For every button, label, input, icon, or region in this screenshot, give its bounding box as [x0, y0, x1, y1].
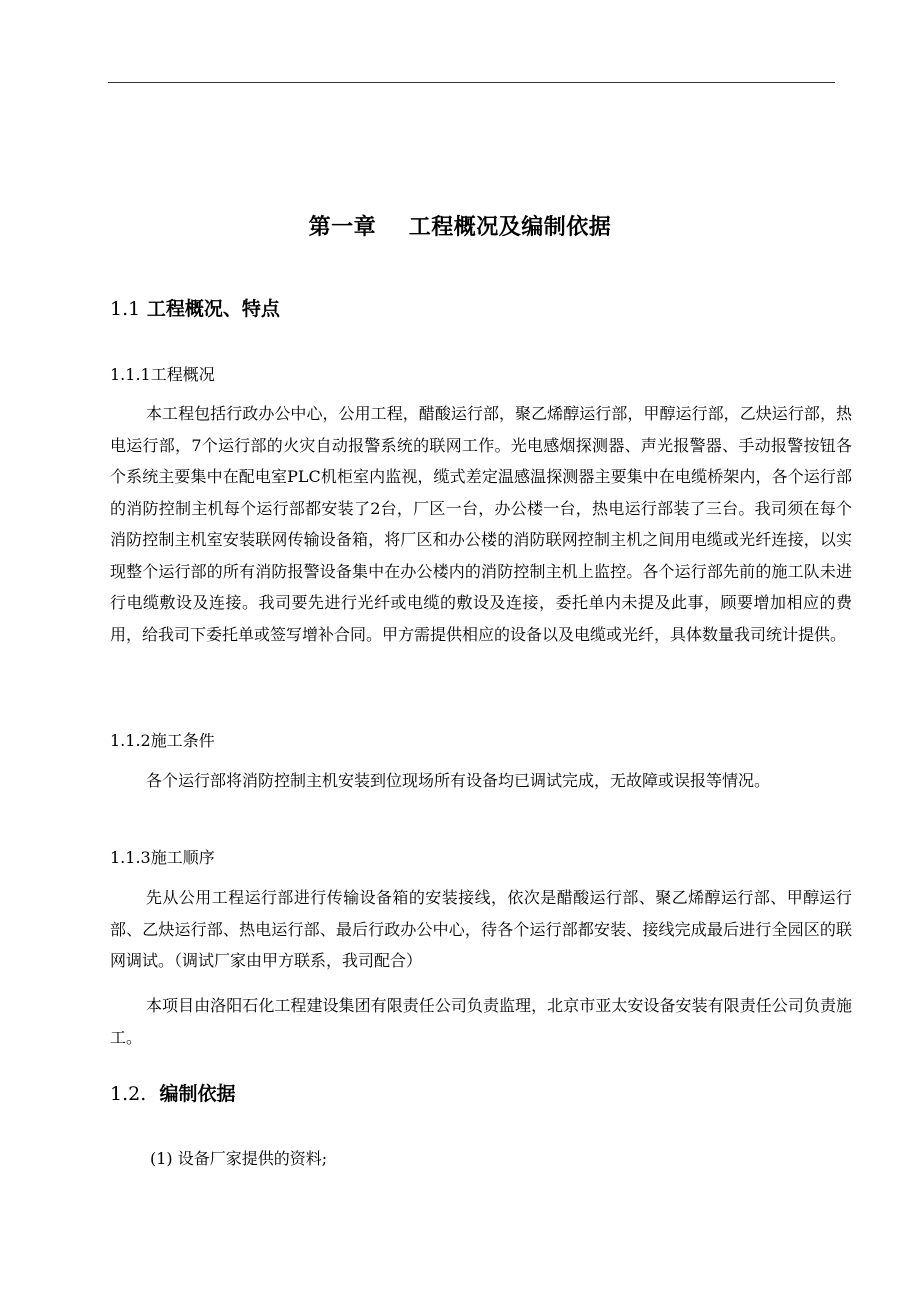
paragraph-construction-conditions: 各个运行部将消防控制主机安装到位现场所有设备均已调试完成，无故障或误报等情况。	[146, 771, 771, 790]
section-number: 1.1	[110, 298, 141, 320]
section-heading-1-2	[110, 1079, 236, 1109]
paragraph-supervision: 本项目由洛阳石化工程建设集团有限责任公司负责监理，北京市亚太安设备安装有限责任公司负责施工。	[110, 996, 852, 1047]
subsection-heading-1-1-1	[110, 362, 215, 388]
chapter-title: 第一章 工程概况及编制依据	[308, 215, 612, 240]
subsection-title: 工程概况	[150, 365, 215, 384]
subsection-title: 施工条件	[150, 731, 215, 750]
paragraph-project-overview: 本工程包括行政办公中心，公用工程，醋酸运行部，聚乙烯醇运行部，甲醇运行部，乙炔运行部，热电运行部，7个运行部的火灾自动报警系统的联网工作。光电感烟探测器、声光报警器、手动报警按钮各个系统主要集中在配电室PLC机柜室内监视，缆式差定温感温探测器主要集中在电缆桥架内，各个运行部的消防控制主机每个运行部都安装了2台，厂区一台，办公楼一台，热电运行部装了三台。我司须在每个消防控制主机室安装联网传输设备箱，将厂区和办公楼的消防联网控制主机之间用电缆或光纤连接，以实现整个运行部的所有消防报警设备集中在办公楼内的消防控制主机上监控。各个运行部先前的施工队未进行电缆敷设及连接。我司要先进行光纤或电缆的敷设及连接，委托单内未提及此事，顾要增加相应的费用，给我司下委托单或签写增补合同。甲方需提供相应的设备以及电缆或光纤，具体数量我司统计提供。	[110, 404, 852, 644]
header-rule	[108, 82, 835, 83]
section-heading-1-1	[110, 294, 280, 324]
subsection-number: 1.1.3	[110, 848, 151, 867]
section-title: 工程概况、特点	[146, 298, 280, 320]
section-title: 编制依据	[159, 1083, 236, 1105]
section-number: 1.2.	[110, 1083, 147, 1105]
subsection-heading-1-1-2	[110, 728, 215, 754]
basis-list-item: (1) 设备厂家提供的资料;	[150, 1149, 328, 1168]
subsection-heading-1-1-3	[110, 845, 215, 871]
subsection-number: 1.1.1	[110, 365, 151, 384]
subsection-number: 1.1.2	[110, 731, 151, 750]
subsection-title: 施工顺序	[150, 848, 215, 867]
paragraph-construction-sequence: 先从公用工程运行部进行传输设备箱的安装接线，依次是醋酸运行部、聚乙烯醇运行部、甲醇运行部、乙炔运行部、热电运行部、最后行政办公中心，待各个运行部都安装、接线完成最后进行全园区的联网调试。（调试厂家由甲方联系，我司配合）	[110, 888, 852, 970]
